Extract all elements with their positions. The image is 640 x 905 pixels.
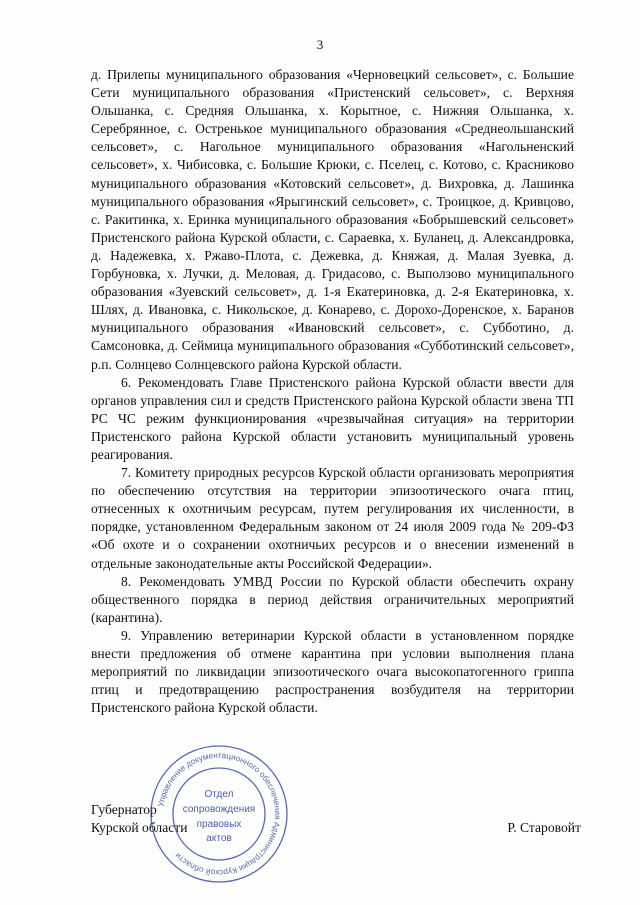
paragraph-6: 6. Рекомендовать Главе Пристенского района Курской области ввести для органов управления сил и средств Пристенского района Курской области звена ТП РС ЧС режим функционирования «чрезвычайная ситуация» на территории Пристенского района Курской области установить муниципальный уровень реагирования. bbox=[91, 374, 574, 462]
stamp-line-3: правовых bbox=[196, 819, 242, 830]
stamp-line-1: Отдел bbox=[204, 789, 234, 800]
signatory-name: Р. Старовойт bbox=[507, 820, 581, 835]
stamp-ring-text: Управление документационного обеспечения Администрации Курской области bbox=[156, 750, 283, 878]
signatory-title-line2: Курской области bbox=[91, 820, 188, 835]
office-stamp bbox=[148, 743, 290, 885]
paragraph-continuation: д. Прилепы муниципального образования «Черновецкий сельсовет», с. Большие Сети муниципального образования «Пристенский сельсовет», с. Верхняя Ольшанка, с. Средняя Ольшанка, х. Корытное, с. Нижняя Ольшанка, х. Серебрянное, с. Остренькое муниципального образования «Среднеольшанский сельсовет», с. Нагольное муниципального образования «Нагольненский сельсовет», х. Чибисовка, с. Большие Крюки, с. Пселец, с. Котово, с. Красниково муниципального образования «Котовский сельсовет», д. Вихровка, д. Лашинка муниципального образования «Ярыгинский сельсовет», с. Троицкое, д. Кривцово, с. Ракитинка, х. Еринка муниципального образования «Бобрышевский сельсовет» Пристенского района Курской области, с. Сараевка, х. Буланец, д. Александровка, д. Надежевка, х. Ржаво-Плота, с. Дежевка, д. Княжая, д. Малая Зуевка, д. Горбуновка, х. Лучки, д. Меловая, д. Гридасово, с. Выползово муниципального образования «Зуевский сельсовет», д. 1-я Екатериновка, д. 2-я Екатериновка, х. Шлях, д. Ивановка, с. Никольское, д. Конарево, с. Дорохо-Доренское, х. Баранов муниципального образования «Ивановский сельсовет», с. Субботино, д. Самсоновка, д. Сеймица муниципального образования «Субботинский сельсовет», р.п. Солнцево Солнцевского района Курской области. bbox=[91, 67, 574, 372]
page-number: 3 bbox=[316, 37, 324, 52]
signatory-title-line1: Губернатор bbox=[91, 802, 157, 817]
stamp-line-4: актов bbox=[206, 833, 232, 844]
paragraph-7: 7. Комитету природных ресурсов Курской области организовать мероприятия по обеспечению отсутствия на территории эпизоотического очага птиц, отнесенных к охотничьим ресурсам, путем регулирования их численности, в порядке, установленном Федеральным законом от 24 июля 2009 года № 209-ФЗ «Об охоте и о сохранении охотничьих ресурсов и о внесении изменений в отдельные законодательные акты Российской Федерации». bbox=[91, 465, 574, 571]
paragraph-8: 8. Рекомендовать УМВД России по Курской области обеспечить охрану общественного порядка в период действия ограничительных мероприятий (карантина). bbox=[91, 573, 574, 625]
document-body bbox=[91, 66, 574, 717]
paragraph-9: 9. Управлению ветеринарии Курской области в установленном порядке внести предложения об отмене карантина при условии выполнения плана мероприятий по ликвидации эпизоотического очага высокопатогенного гриппа птиц и предотвращению распространения возбудителя на территории Пристенского района Курской области. bbox=[91, 627, 574, 716]
stamp-line-2: сопровождения bbox=[182, 804, 256, 815]
